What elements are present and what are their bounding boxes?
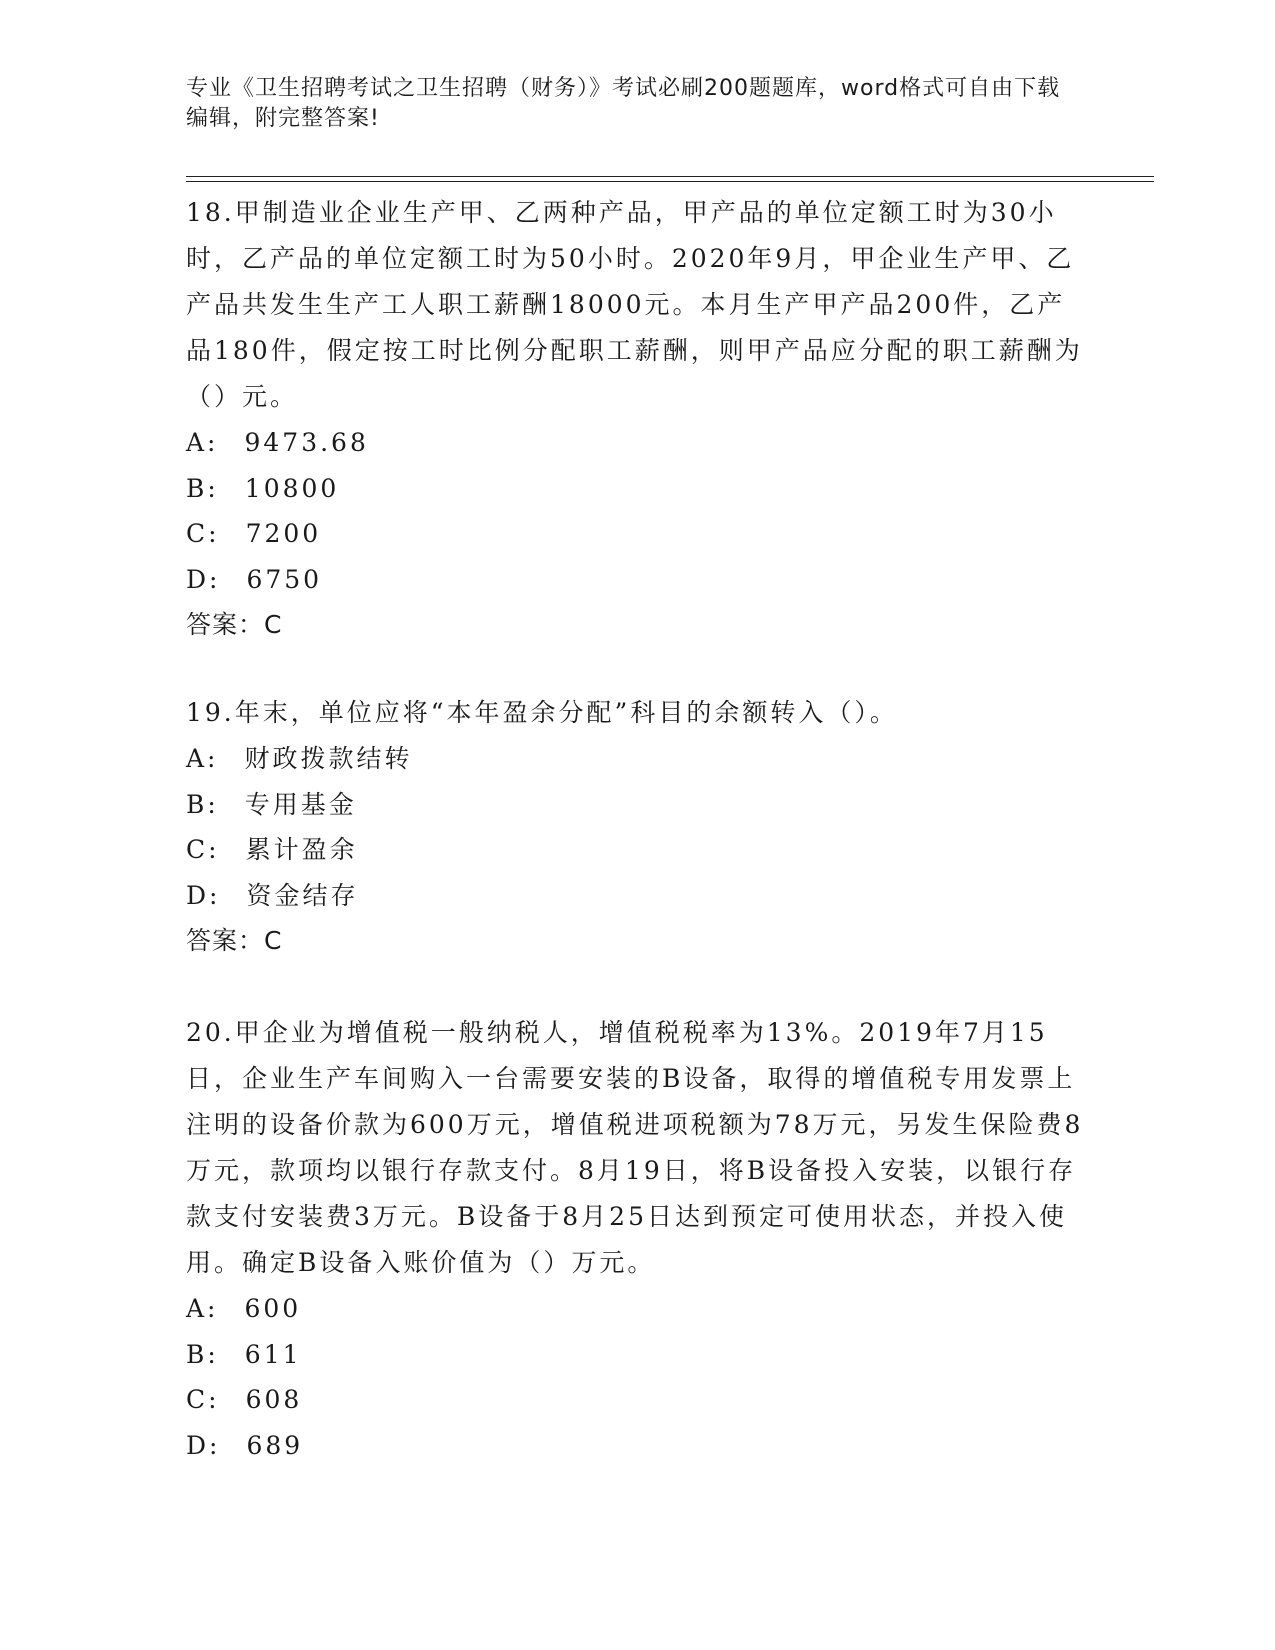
header-divider-top — [186, 176, 1154, 177]
option-value: 600 — [244, 1294, 302, 1323]
option-key: D: — [186, 880, 221, 910]
option-key: B: — [186, 789, 219, 819]
option-b — [186, 1332, 1086, 1378]
option-d — [186, 1423, 1086, 1469]
document-header: 专业《卫生招聘考试之卫生招聘（财务）》考试必刷200题题库，word格式可自由下载编辑，附完整答案! — [186, 76, 1061, 131]
option-key: C: — [186, 835, 220, 864]
option-c — [186, 511, 1086, 557]
option-c — [186, 1377, 1086, 1423]
option-value: 608 — [245, 1385, 303, 1414]
option-key: B: — [186, 473, 219, 503]
option-key: B: — [186, 1339, 219, 1369]
question-text: 20.甲企业为增值税一般纳税人，增值税税率为13%。2019年7月15日，企业生产车间购入一台需要安装的B设备，取得的增值税专用发票上注明的设备价款为600万元，增值税进项税额为78万元，另发生保险费8万元，款项均以银行存款支付。8月19日，将B设备投入安装，以银行存款支付安装费3万元。B设备于8月25日达到预定可使用状态，并投入使用。确定B设备入账价值为（）万元。 — [186, 1018, 1084, 1277]
option-value: 7200 — [245, 519, 322, 548]
answer-line: 答案：C — [186, 926, 283, 955]
option-key: C: — [186, 519, 220, 548]
option-key: C: — [186, 1385, 220, 1414]
option-d — [186, 557, 1086, 603]
question-text: 18.甲制造业企业生产甲、乙两种产品，甲产品的单位定额工时为30小时，乙产品的单位定额工时为50小时。2020年9月，甲企业生产甲、乙产品共发生生产工人职工薪酬18000元。本月生产甲产品200件，乙产品180件，假定按工时比例分配职工薪酬，则甲产品应分配的职工薪酬为（）元。 — [186, 198, 1083, 411]
option-a — [186, 736, 1086, 782]
option-a — [186, 1286, 1086, 1332]
option-key: D: — [186, 1430, 221, 1460]
option-key: D: — [186, 564, 221, 594]
option-b — [186, 782, 1086, 828]
question-text: 19.年末，单位应将“本年盈余分配”科目的余额转入（）。 — [186, 698, 898, 727]
option-value: 611 — [244, 1339, 302, 1369]
option-value: 689 — [246, 1430, 304, 1460]
option-value: 财政拨款结转 — [244, 744, 413, 773]
option-key: A: — [186, 1294, 219, 1323]
option-value: 专用基金 — [244, 789, 357, 819]
option-value: 10800 — [244, 473, 340, 503]
header-divider-bottom — [186, 181, 1154, 182]
question-20 — [186, 1010, 1086, 1468]
option-d — [186, 873, 1086, 919]
option-value: 累计盈余 — [245, 835, 358, 864]
option-a — [186, 420, 1086, 466]
option-c — [186, 827, 1086, 873]
option-value: 资金结存 — [246, 880, 359, 910]
option-value: 6750 — [246, 564, 323, 594]
option-b — [186, 466, 1086, 512]
option-value: 9473.68 — [244, 428, 369, 457]
answer-line: 答案：C — [186, 610, 283, 639]
question-18 — [186, 190, 1086, 648]
option-key: A: — [186, 428, 219, 457]
option-key: A: — [186, 744, 219, 773]
question-19 — [186, 690, 1086, 964]
